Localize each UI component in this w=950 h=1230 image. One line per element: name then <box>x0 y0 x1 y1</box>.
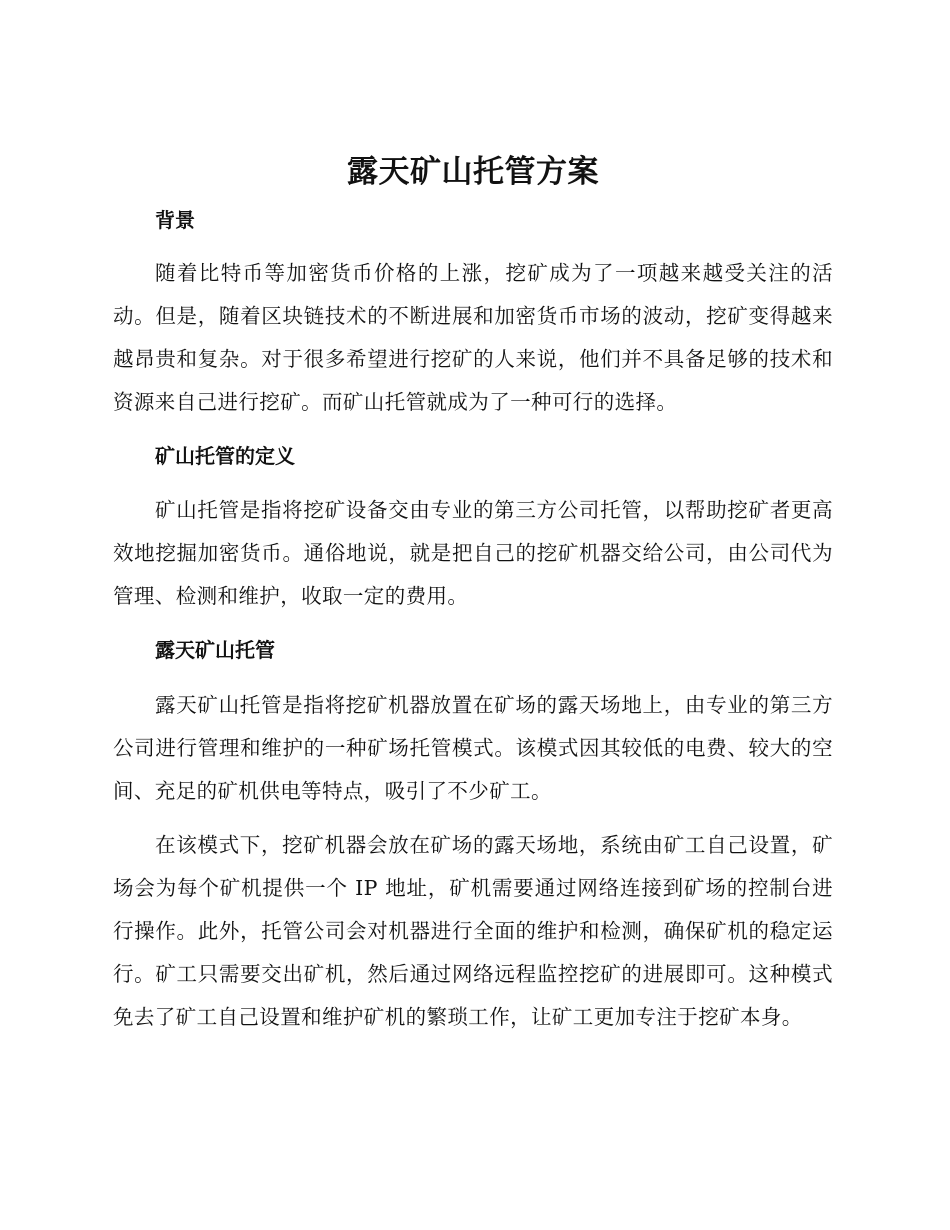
section-heading-definition: 矿山托管的定义 <box>155 444 295 468</box>
section-paragraph-open-pit-2: 在该模式下，挖矿机器会放在矿场的露天场地，系统由矿工自己设置，矿场会为每个矿机提供一个 IP 地址，矿机需要通过网络连接到矿场的控制台进行操作。此外，托管公司会对机器进行全面的维护和检测，确保矿机的稳定运行。矿工只需要交出矿机，然后通过网络远程监控挖矿的进展即可。这种模式免去了矿工自己设置和维护矿机的繁琐工作，让矿工更加专注于挖矿本身。 <box>113 833 833 1029</box>
section-heading-open-pit: 露天矿山托管 <box>155 638 275 662</box>
document-title: 露天矿山托管方案 <box>347 154 599 190</box>
section-heading-background: 背景 <box>155 208 195 232</box>
section-paragraph-open-pit-1: 露天矿山托管是指将挖矿机器放置在矿场的露天场地上，由专业的第三方公司进行管理和维护的一种矿场托管模式。该模式因其较低的电费、较大的空间、充足的矿机供电等特点，吸引了不少矿工。 <box>113 693 833 803</box>
section-paragraph-background: 随着比特币等加密货币价格的上涨，挖矿成为了一项越来越受关注的活动。但是，随着区块链技术的不断进展和加密货币市场的波动，挖矿变得越来越昂贵和复杂。对于很多希望进行挖矿的人来说，他们并不具备足够的技术和资源来自己进行挖矿。而矿山托管就成为了一种可行的选择。 <box>113 261 833 414</box>
section-paragraph-definition: 矿山托管是指将挖矿设备交由专业的第三方公司托管，以帮助挖矿者更高效地挖掘加密货币。通俗地说，就是把自己的挖矿机器交给公司，由公司代为管理、检测和维护，收取一定的费用。 <box>113 498 833 608</box>
